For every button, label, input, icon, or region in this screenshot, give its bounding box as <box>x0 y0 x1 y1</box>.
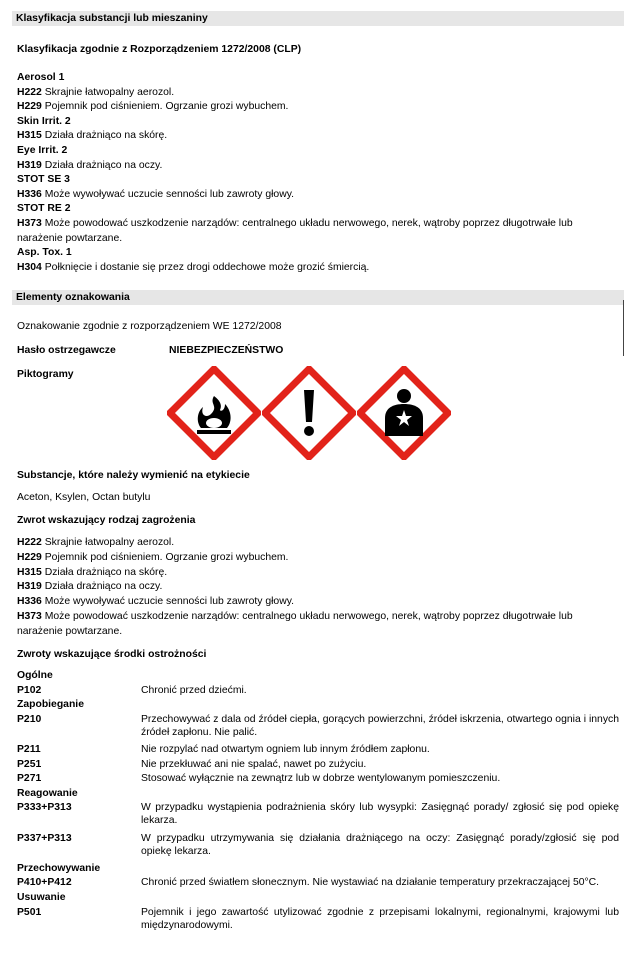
hazard-code: H315 <box>17 130 42 142</box>
precaution-text: Nie rozpylać nad otwartym ogniem lub innym źródłem zapłonu. <box>141 744 430 755</box>
precaution-code: P333+P313 <box>17 802 72 814</box>
hazard-statement: narażenie powtarzane. <box>17 232 123 244</box>
flame-pictogram-icon <box>167 366 261 460</box>
precaution-group-title: Reagowanie <box>17 787 78 799</box>
precaution-group-title: Przechowywanie <box>17 862 101 874</box>
substances-heading: Substancje, które należy wymienić na etykiecie <box>17 470 250 481</box>
hazard-text: Działa drażniąco na skórę. <box>44 130 168 142</box>
precaution-code: P337+P313 <box>17 832 72 844</box>
precaution-group-title: Ogólne <box>17 670 53 681</box>
hazard-statement <box>17 261 369 274</box>
hazard-statement: narażenie powtarzane. <box>17 625 123 637</box>
hazard-category: Aerosol 1 <box>17 72 65 83</box>
hazard-text: Działa drażniąco na skórę. <box>44 566 168 578</box>
precaution-text: W przypadku wystąpienia podrażnienia skóry lub wysypki: Zasięgnąć porady/ zgłosić się pod opiekę lekarza. <box>141 802 619 827</box>
precaution-text: Pojemnik i jego zawartość utylizować zgodnie z przepisami lokalnymi, regionalnymi, krajowymi lub międzynarodowymi. <box>141 906 619 931</box>
exclamation-pictogram-icon <box>262 366 356 460</box>
hazard-text: Może wywoływać uczucie senności lub zawroty głowy. <box>44 596 295 608</box>
hazard-statement <box>17 129 167 142</box>
labelling-text: Oznakowanie zgodnie z rozporządzeniem WE 1272/2008 <box>17 321 282 332</box>
hazard-code: H229 <box>17 101 42 113</box>
precaution-code: P410+P412 <box>17 877 72 889</box>
hazard-code: H336 <box>17 188 42 200</box>
pictograms-label: Piktogramy <box>17 369 74 380</box>
divider-line <box>623 300 624 356</box>
precaution-code: P501 <box>17 906 42 918</box>
precautionary-heading: Zwroty wskazujące środki ostrożności <box>17 649 207 660</box>
precaution-text: Przechowywać z dala od źródeł ciepła, gorących powierzchni, źródeł iskrzenia, otwartego ognia i innych źródeł zapłonu. Nie palić. <box>141 713 619 738</box>
hazard-code: H222 <box>17 86 42 98</box>
hazard-text: Działa drażniąco na oczy. <box>44 159 163 171</box>
hazard-text: Może powodować uszkodzenie narządów: centralnego układu nerwowego, nerek, wątroby poprzez długotrwałe lub <box>44 218 573 229</box>
section-header-classification: Klasyfikacja substancji lub mieszaniny <box>12 11 624 26</box>
signal-word: NIEBEZPIECZEŃSTWO <box>169 345 284 356</box>
classification-subtitle: Klasyfikacja zgodnie z Rozporządzeniem 1272/2008 (CLP) <box>17 44 302 55</box>
hazard-code: H336 <box>17 596 42 608</box>
hazard-code: H319 <box>17 581 42 593</box>
hazard-category: STOT SE 3 <box>17 174 70 186</box>
hazard-text: Pojemnik pod ciśnieniem. Ogrzanie grozi wybuchem. <box>44 551 289 563</box>
hazard-code: H315 <box>17 566 42 578</box>
hazard-statement <box>17 100 288 113</box>
hazard-statement <box>17 86 174 99</box>
hazard-category: STOT RE 2 <box>17 203 71 215</box>
precaution-group-title: Zapobieganie <box>17 699 84 711</box>
hazard-statement <box>17 159 162 172</box>
hazard-code: H222 <box>17 537 42 548</box>
hazard-text: Połknięcie i dostanie się przez drogi oddechowe może grozić śmiercią. <box>44 261 370 273</box>
hazard-code: H373 <box>17 611 42 622</box>
precaution-group-title: Usuwanie <box>17 892 66 903</box>
hazard-text: Może powodować uszkodzenie narządów: centralnego układu nerwowego, nerek, wątroby poprzez długotrwałe lub <box>44 611 573 622</box>
section-header-labelling: Elementy oznakowania <box>12 290 624 305</box>
hazard-text: Może wywoływać uczucie senności lub zawroty głowy. <box>44 188 295 200</box>
hazard-text: Działa drażniąco na oczy. <box>44 581 163 593</box>
hazard-statement <box>17 551 288 564</box>
precaution-text: Chronić przed dziećmi. <box>141 684 247 696</box>
precaution-code: P251 <box>17 758 42 770</box>
hazard-statement <box>17 610 573 623</box>
hazard-statement <box>17 580 162 593</box>
precaution-text: W przypadku utrzymywania się działania drażniącego na oczy: Zasięgnąć porady/zgłosić się pod opiekę lekarza. <box>141 832 619 857</box>
hazard-text: Skrajnie łatwopalny aerozol. <box>44 86 175 98</box>
hazard-text: Pojemnik pod ciśnieniem. Ogrzanie grozi wybuchem. <box>44 101 289 113</box>
precaution-text: Nie przekłuwać ani nie spalać, nawet po zużyciu. <box>141 758 367 770</box>
hazard-statement <box>17 566 167 579</box>
precaution-code: P210 <box>17 713 42 725</box>
hazard-category: Asp. Tox. 1 <box>17 247 72 259</box>
precaution-code: P211 <box>17 744 41 755</box>
hazard-code: H229 <box>17 551 42 563</box>
hazard-statement <box>17 217 573 230</box>
hazard-category: Eye Irrit. 2 <box>17 145 68 156</box>
substances-list: Aceton, Ksylen, Octan butylu <box>17 492 151 503</box>
signal-word-label: Hasło ostrzegawcze <box>17 345 116 356</box>
hazard-code: H319 <box>17 159 42 171</box>
precaution-text: Chronić przed światłem słonecznym. Nie wystawiać na działanie temperatury przekraczającej 50°C. <box>141 877 600 889</box>
precaution-code: P102 <box>17 684 42 696</box>
precaution-code: P271 <box>17 773 42 785</box>
hazard-text: Skrajnie łatwopalny aerozol. <box>44 537 175 548</box>
hazard-statement <box>17 188 294 201</box>
hazard-code: H304 <box>17 261 42 273</box>
hazard-statements-heading: Zwrot wskazujący rodzaj zagrożenia <box>17 515 196 526</box>
hazard-statement <box>17 595 294 608</box>
hazard-category: Skin Irrit. 2 <box>17 115 71 127</box>
hazard-statement <box>17 536 174 549</box>
hazard-code: H373 <box>17 218 42 229</box>
precaution-text: Stosować wyłącznie na zewnątrz lub w dobrze wentylowanym pomieszczeniu. <box>141 773 501 785</box>
health-hazard-pictogram-icon <box>357 366 451 460</box>
